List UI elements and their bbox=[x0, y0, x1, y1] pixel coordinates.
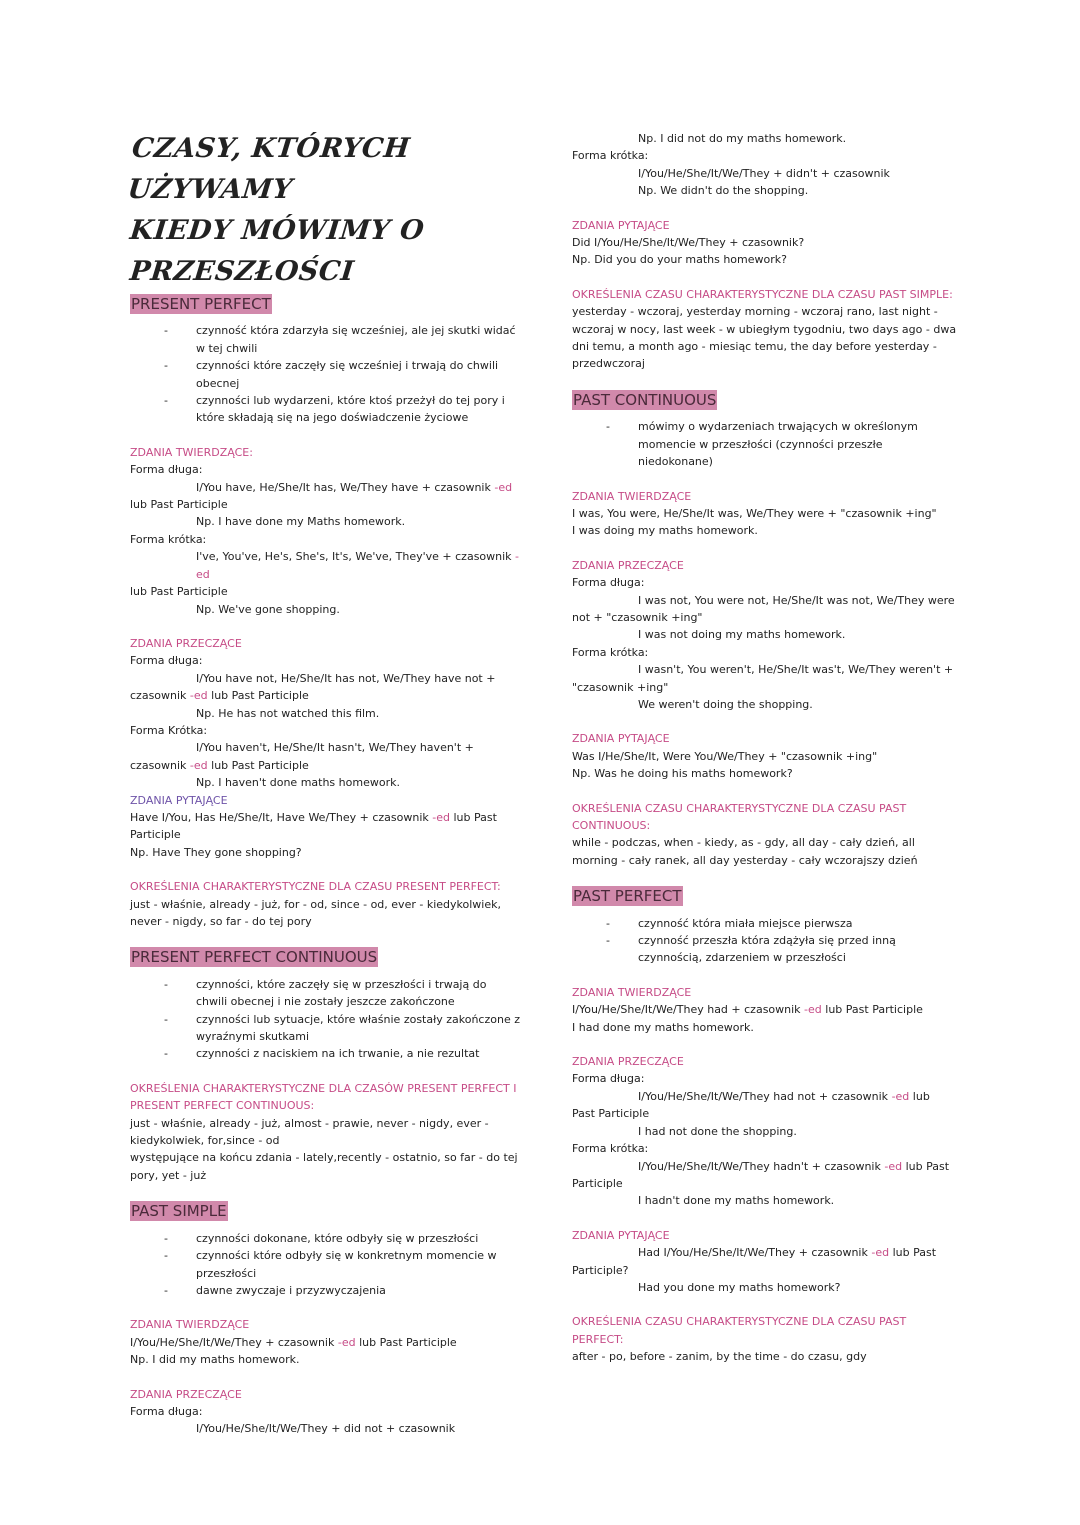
expressions: while - podczas, when - kiedy, as - gdy, all day - cały dzień, all morning - cały ranek, all day yesterday - cały wczorajszy dzień bbox=[572, 836, 918, 867]
example: I hadn't done my maths homework. bbox=[638, 1194, 835, 1208]
title-line: CZASY, KTÓRYCH UŻYWAMY bbox=[126, 133, 412, 205]
title-line: KIEDY MÓWIMY O bbox=[128, 215, 426, 246]
section-heading: PAST PERFECT bbox=[573, 887, 682, 906]
expressions: just - właśnie, already - już, for - od, since - od, ever - kiedykolwiek, never - nigdy, so far - do tej pory bbox=[130, 897, 501, 928]
form-label: Forma krótka: bbox=[572, 1142, 649, 1156]
form-line: I wasn't, You weren't, He/She/It was't, We/They weren't + bbox=[638, 663, 954, 677]
present-perfect-continuous-section bbox=[130, 947, 520, 1184]
subheading: OKREŚLENIA CHARAKTERYSTYCZNE DLA CZASU PRESENT PERFECT: bbox=[130, 880, 501, 894]
form-line: I/You haven't, He/She/It hasn't, We/They haven't + bbox=[196, 741, 474, 755]
subheading: ZDANIA PYTAJĄCE bbox=[572, 218, 670, 232]
form-line: Have I/You, Has He/She/It, Have We/They + czasownik -ed lub Past Participle bbox=[130, 810, 497, 842]
form-line: Past Participle bbox=[572, 1107, 650, 1121]
section-heading: PRESENT PERFECT bbox=[131, 295, 271, 313]
example: We weren't doing the shopping. bbox=[638, 697, 813, 711]
form-line: I/You/He/She/It/We/They + czasownik -ed lub Past Participle bbox=[130, 1335, 457, 1349]
example: Np. Have They gone shopping? bbox=[130, 845, 302, 859]
subheading: OKREŚLENIA CZASU CHARAKTERYSTYCZNE DLA CZASU PAST PERFECT: bbox=[572, 1315, 907, 1346]
form-line: "czasownik +ing" bbox=[572, 680, 669, 694]
uses-list bbox=[130, 1230, 520, 1300]
subheading: ZDANIA PRZECZĄCE bbox=[130, 636, 242, 650]
section-heading: PRESENT PERFECT CONTINUOUS bbox=[131, 948, 378, 967]
example: Np. I haven't done maths homework. bbox=[196, 776, 400, 790]
past-continuous-section bbox=[572, 390, 957, 869]
list-item: - czynności dokonane, które odbyły się w przeszłości bbox=[130, 1230, 520, 1247]
past-simple-section bbox=[130, 1201, 520, 1437]
form-line: lub Past Participle bbox=[130, 585, 228, 599]
form-line: czasownik -ed lub Past Participle bbox=[130, 758, 309, 772]
expressions: just - właśnie, already - już, almost - prawie, never - nigdy, ever - kiedykolwiek, for,since - od bbox=[130, 1116, 489, 1148]
subheading: ZDANIA TWIERDZĄCE: bbox=[130, 445, 253, 459]
present-perfect-section bbox=[130, 294, 520, 930]
list-item: - czynność która zdarzyła się wcześniej, ale jej skutki widać w tej chwili bbox=[130, 322, 520, 357]
form-label: Forma krótka: bbox=[572, 645, 649, 659]
uses-list bbox=[130, 976, 520, 1063]
list-item: - czynności które zaczęły się wcześniej i trwają do chwili obecnej bbox=[130, 357, 520, 392]
past-perfect-section bbox=[572, 886, 957, 1365]
example: Np. Was he doing his maths homework? bbox=[572, 767, 793, 781]
form-line: I was not, You were not, He/She/It was not, We/They were bbox=[638, 593, 955, 607]
list-item: - czynności lub sytuacje, które właśnie zostały zakończone z wyraźnymi skutkami bbox=[130, 1011, 520, 1046]
form-line: Was I/He/She/It, Were You/We/They + "czasownik +ing" bbox=[572, 749, 878, 763]
subheading: ZDANIA PYTAJĄCE bbox=[572, 1228, 670, 1242]
subheading: ZDANIA TWIERDZĄCE bbox=[572, 985, 692, 999]
subheading: ZDANIA PYTAJĄCE bbox=[130, 793, 228, 807]
title-line: PRZESZŁOŚCI bbox=[128, 256, 356, 287]
list-item: - czynności które odbyły się w konkretnym momencie w przeszłości bbox=[130, 1247, 520, 1282]
page-title bbox=[126, 128, 520, 292]
subheading: ZDANIA TWIERDZĄCE bbox=[572, 489, 692, 503]
form-line: I/You have not, He/She/It has not, We/They have not + bbox=[196, 671, 496, 685]
list-item: - czynności z naciskiem na ich trwanie, a nie rezultat bbox=[130, 1045, 520, 1062]
form-line: czasownik -ed lub Past Participle bbox=[130, 689, 309, 703]
subheading: OKREŚLENIA CZASU CHARAKTERYSTYCZNE DLA CZASU PAST CONTINUOUS: bbox=[572, 801, 907, 832]
example: Np. Did you do your maths homework? bbox=[572, 253, 787, 267]
example: I had done my maths homework. bbox=[572, 1020, 754, 1034]
list-item: - czynności lub wydarzeni, które ktoś przeżył do tej pory i które składają się na jego doświadczenie życiowe bbox=[130, 392, 520, 427]
example: Had you done my maths homework? bbox=[638, 1280, 841, 1294]
example: Np. We've gone shopping. bbox=[196, 602, 340, 616]
form-line: I/You/He/She/It/We/They had + czasownik -ed lub Past Participle bbox=[572, 1003, 923, 1017]
subheading: ZDANIA PRZECZĄCE bbox=[130, 1387, 242, 1401]
form-line: I/You/He/She/It/We/They + didn't + czasownik bbox=[638, 166, 890, 180]
form-label: Forma długa: bbox=[130, 654, 203, 668]
section-heading: PAST SIMPLE bbox=[131, 1202, 227, 1221]
subheading: ZDANIA PYTAJĄCE bbox=[572, 732, 670, 746]
list-item: - mówimy o wydarzeniach trwających w określonym momencie w przeszłości (czynności przeszłe niedokonane) bbox=[572, 418, 957, 470]
form-line: Did I/You/He/She/It/We/They + czasownik? bbox=[572, 236, 805, 250]
expressions: after - po, before - zanim, by the time - do czasu, gdy bbox=[572, 1350, 867, 1364]
form-label: Forma krótka: bbox=[130, 532, 207, 546]
example: Np. We didn't do the shopping. bbox=[638, 184, 809, 198]
uses-list bbox=[572, 418, 957, 470]
right-column bbox=[572, 0, 957, 1366]
example: Np. He has not watched this film. bbox=[196, 706, 380, 720]
form-line: I was, You were, He/She/It was, We/They were + "czasownik +ing" bbox=[572, 506, 937, 520]
form-line: I/You/He/She/It/We/They hadn't + czasownik -ed lub Past bbox=[638, 1159, 950, 1173]
form-line: Had I/You/He/She/It/We/They + czasownik -ed lub Past bbox=[638, 1246, 937, 1260]
subheading: OKREŚLENIA CHARAKTERYSTYCZNE DLA CZASÓW PRESENT PERFECT I PRESENT PERFECT CONTINUOUS: bbox=[130, 1081, 517, 1113]
past-simple-continued bbox=[572, 130, 957, 373]
form-label: Forma długa: bbox=[572, 576, 645, 590]
form-label: Forma Krótka: bbox=[130, 723, 208, 737]
example: I was not doing my maths homework. bbox=[638, 628, 846, 642]
form-label: Forma długa: bbox=[572, 1072, 645, 1086]
subheading: OKREŚLENIA CZASU CHARAKTERYSTYCZNE DLA CZASU PAST SIMPLE: bbox=[572, 287, 953, 301]
form-line: not + "czasownik +ing" bbox=[572, 610, 703, 624]
form-label: Forma krótka: bbox=[572, 149, 649, 163]
list-item: - czynność przeszła która zdążyła się przed inną czynnością, zdarzeniem w przeszłości bbox=[572, 932, 957, 967]
form-line: I/You have, He/She/It has, We/They have + czasownik -ed bbox=[196, 480, 513, 494]
form-line: Participle? bbox=[572, 1263, 629, 1277]
form-line: I/You/He/She/It/We/They + did not + czasownik bbox=[196, 1422, 456, 1436]
form-line: I've, You've, He's, She's, It's, We've, They've + czasownik -ed bbox=[196, 550, 520, 581]
subheading: ZDANIA TWIERDZĄCE bbox=[130, 1318, 250, 1332]
expressions: występujące na końcu zdania - lately,recently - ostatnio, so far - do tej pory, yet - już bbox=[130, 1151, 518, 1182]
form-line: Participle bbox=[572, 1176, 623, 1190]
uses-list bbox=[572, 915, 957, 967]
left-column bbox=[126, 0, 520, 1438]
example: I had not done the shopping. bbox=[638, 1124, 797, 1138]
list-item: - czynności, które zaczęły się w przeszłości i trwają do chwili obecnej i nie zostały jeszcze zakończone bbox=[130, 976, 520, 1011]
form-line: I/You/He/She/It/We/They had not + czasownik -ed lub bbox=[638, 1089, 930, 1103]
form-label: Forma długa: bbox=[130, 463, 203, 477]
form-line: lub Past Participle bbox=[130, 498, 228, 512]
form-label: Forma długa: bbox=[130, 1404, 203, 1418]
example: Np. I did my maths homework. bbox=[130, 1353, 300, 1367]
section-heading: PAST CONTINUOUS bbox=[573, 390, 717, 409]
example: Np. I have done my Maths homework. bbox=[196, 515, 406, 529]
subheading: ZDANIA PRZECZĄCE bbox=[572, 1055, 684, 1069]
example: Np. I did not do my maths homework. bbox=[638, 132, 847, 145]
subheading: ZDANIA PRZECZĄCE bbox=[572, 558, 684, 572]
list-item: - dawne zwyczaje i przyzwyczajenia bbox=[130, 1282, 520, 1299]
expressions: yesterday - wczoraj, yesterday morning - wczoraj rano, last night - wczoraj w nocy, last week - w ubiegłym tygodniu, two days ago - dwa dni temu, a month ago - miesiąc temu, the day before yesterday - przedwczoraj bbox=[572, 305, 957, 371]
uses-list bbox=[130, 322, 520, 426]
list-item: - czynność która miała miejsce pierwsza bbox=[572, 915, 957, 932]
example: I was doing my maths homework. bbox=[572, 524, 758, 538]
